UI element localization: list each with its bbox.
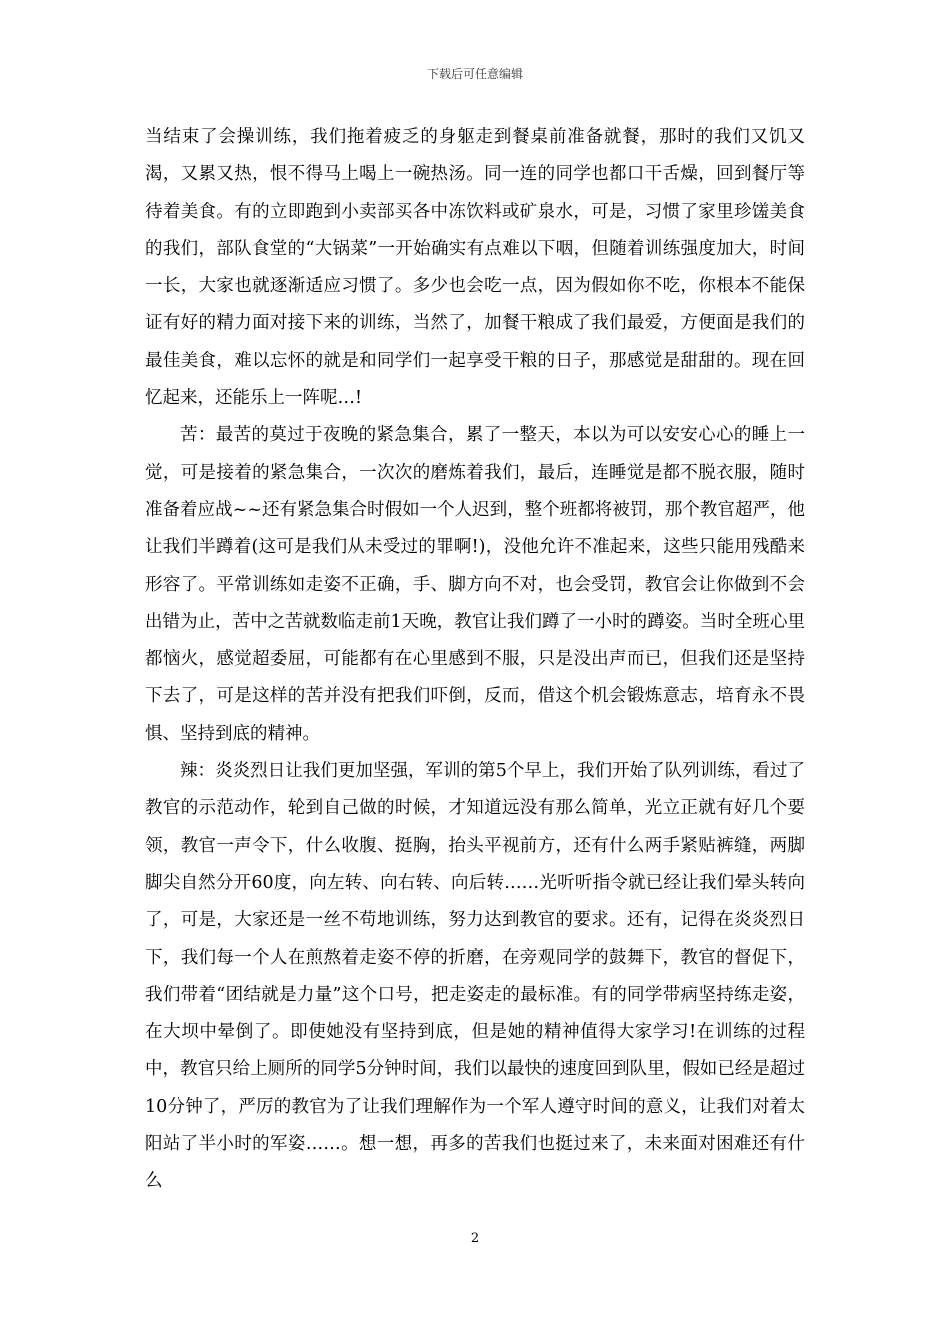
- page-header: 下载后可任意编辑: [426, 67, 523, 81]
- paragraph-2: 苦：最苦的莫过于夜晚的紧急集合，累了一整天，本以为可以安安心心的睡上一觉，可是接着的紧急集合，一次次的磨炼着我们，最后，连睡觉是都不脱衣服，随时准备着应战~~还有紧急集合时假如一个人迟到，整个班都将被罚，那个教官超严，他让我们半蹲着(这可是我们从未受过的罪啊!)，没他允许不准起来，这些只能用残酷来形容了。平常训练如走姿不正确，手、脚方向不对，也会受罚，教官会让你做到不会出错为止，苦中之苦就数临走前1天晚，教官让我们蹲了一小时的蹲姿。当时全班心里都恼火，感觉超委屈，可能都有在心里感到不服，只是没出声而已，但我们还是坚持下去了，可是这样的苦并没有把我们吓倒，反而，借这个机会锻炼意志，培育永不畏惧、坚持到底的精神。: [145, 425, 805, 744]
- paragraph-1: 当结束了会操训练，我们拖着疲乏的身躯走到餐桌前准备就餐，那时的我们又饥又渴，又累又热，恨不得马上喝上一碗热汤。同一连的同学也都口干舌燥，回到餐厅等待着美食。有的立即跑到小卖部买各中冻饮料或矿泉水，可是，习惯了家里珍馐美食的我们，部队食堂的“大锅菜”一开始确实有点难以下咽，但随着训练强度加大，时间一长，大家也就逐渐适应习惯了。多少也会吃一点，因为假如你不吃，你根本不能保证有好的精力面对接下来的训练，当然了，加餐干粮成了我们最爱，方便面是我们的最佳美食，难以忘怀的就是和同学们一起享受干粮的日子，那感觉是甜甜的。现在回忆起来，还能乐上一阵呢…!: [145, 127, 805, 409]
- document-body: [145, 119, 805, 1201]
- paragraph-3: 辣：炎炎烈日让我们更加坚强，军训的第5个早上，我们开始了队列训练，看过了教官的示范动作，轮到自己做的时候，才知道远没有那么简单，光立正就有好几个要领，教官一声令下，什么收腹、挺胸，抬头平视前方，还有什么两手紧贴裤缝，两脚脚尖自然分开60度，向左转、向右转、向后转……光听听指令就已经让我们晕头转向了，可是，大家还是一丝不苟地训练，努力达到教官的要求。还有，记得在炎炎烈日下，我们每一个人在煎熬着走姿不停的折磨，在旁观同学的鼓舞下，教官的督促下，我们带着“团结就是力量”这个口号，把走姿走的最标准。有的同学带病坚持练走姿，在大坝中晕倒了。即使她没有坚持到底，但是她的精神值得大家学习!在训练的过程中，教官只给上厕所的同学5分钟时间，我们以最快的速度回到队里，假如已经是超过10分钟了，严厉的教官为了让我们理解作为一个军人遵守时间的意义，让我们对着太阳站了半小时的军姿……。想一想，再多的苦我们也挺过来了，未来面对困难还有什么: [145, 761, 805, 1192]
- page-number: 2: [470, 1231, 480, 1246]
